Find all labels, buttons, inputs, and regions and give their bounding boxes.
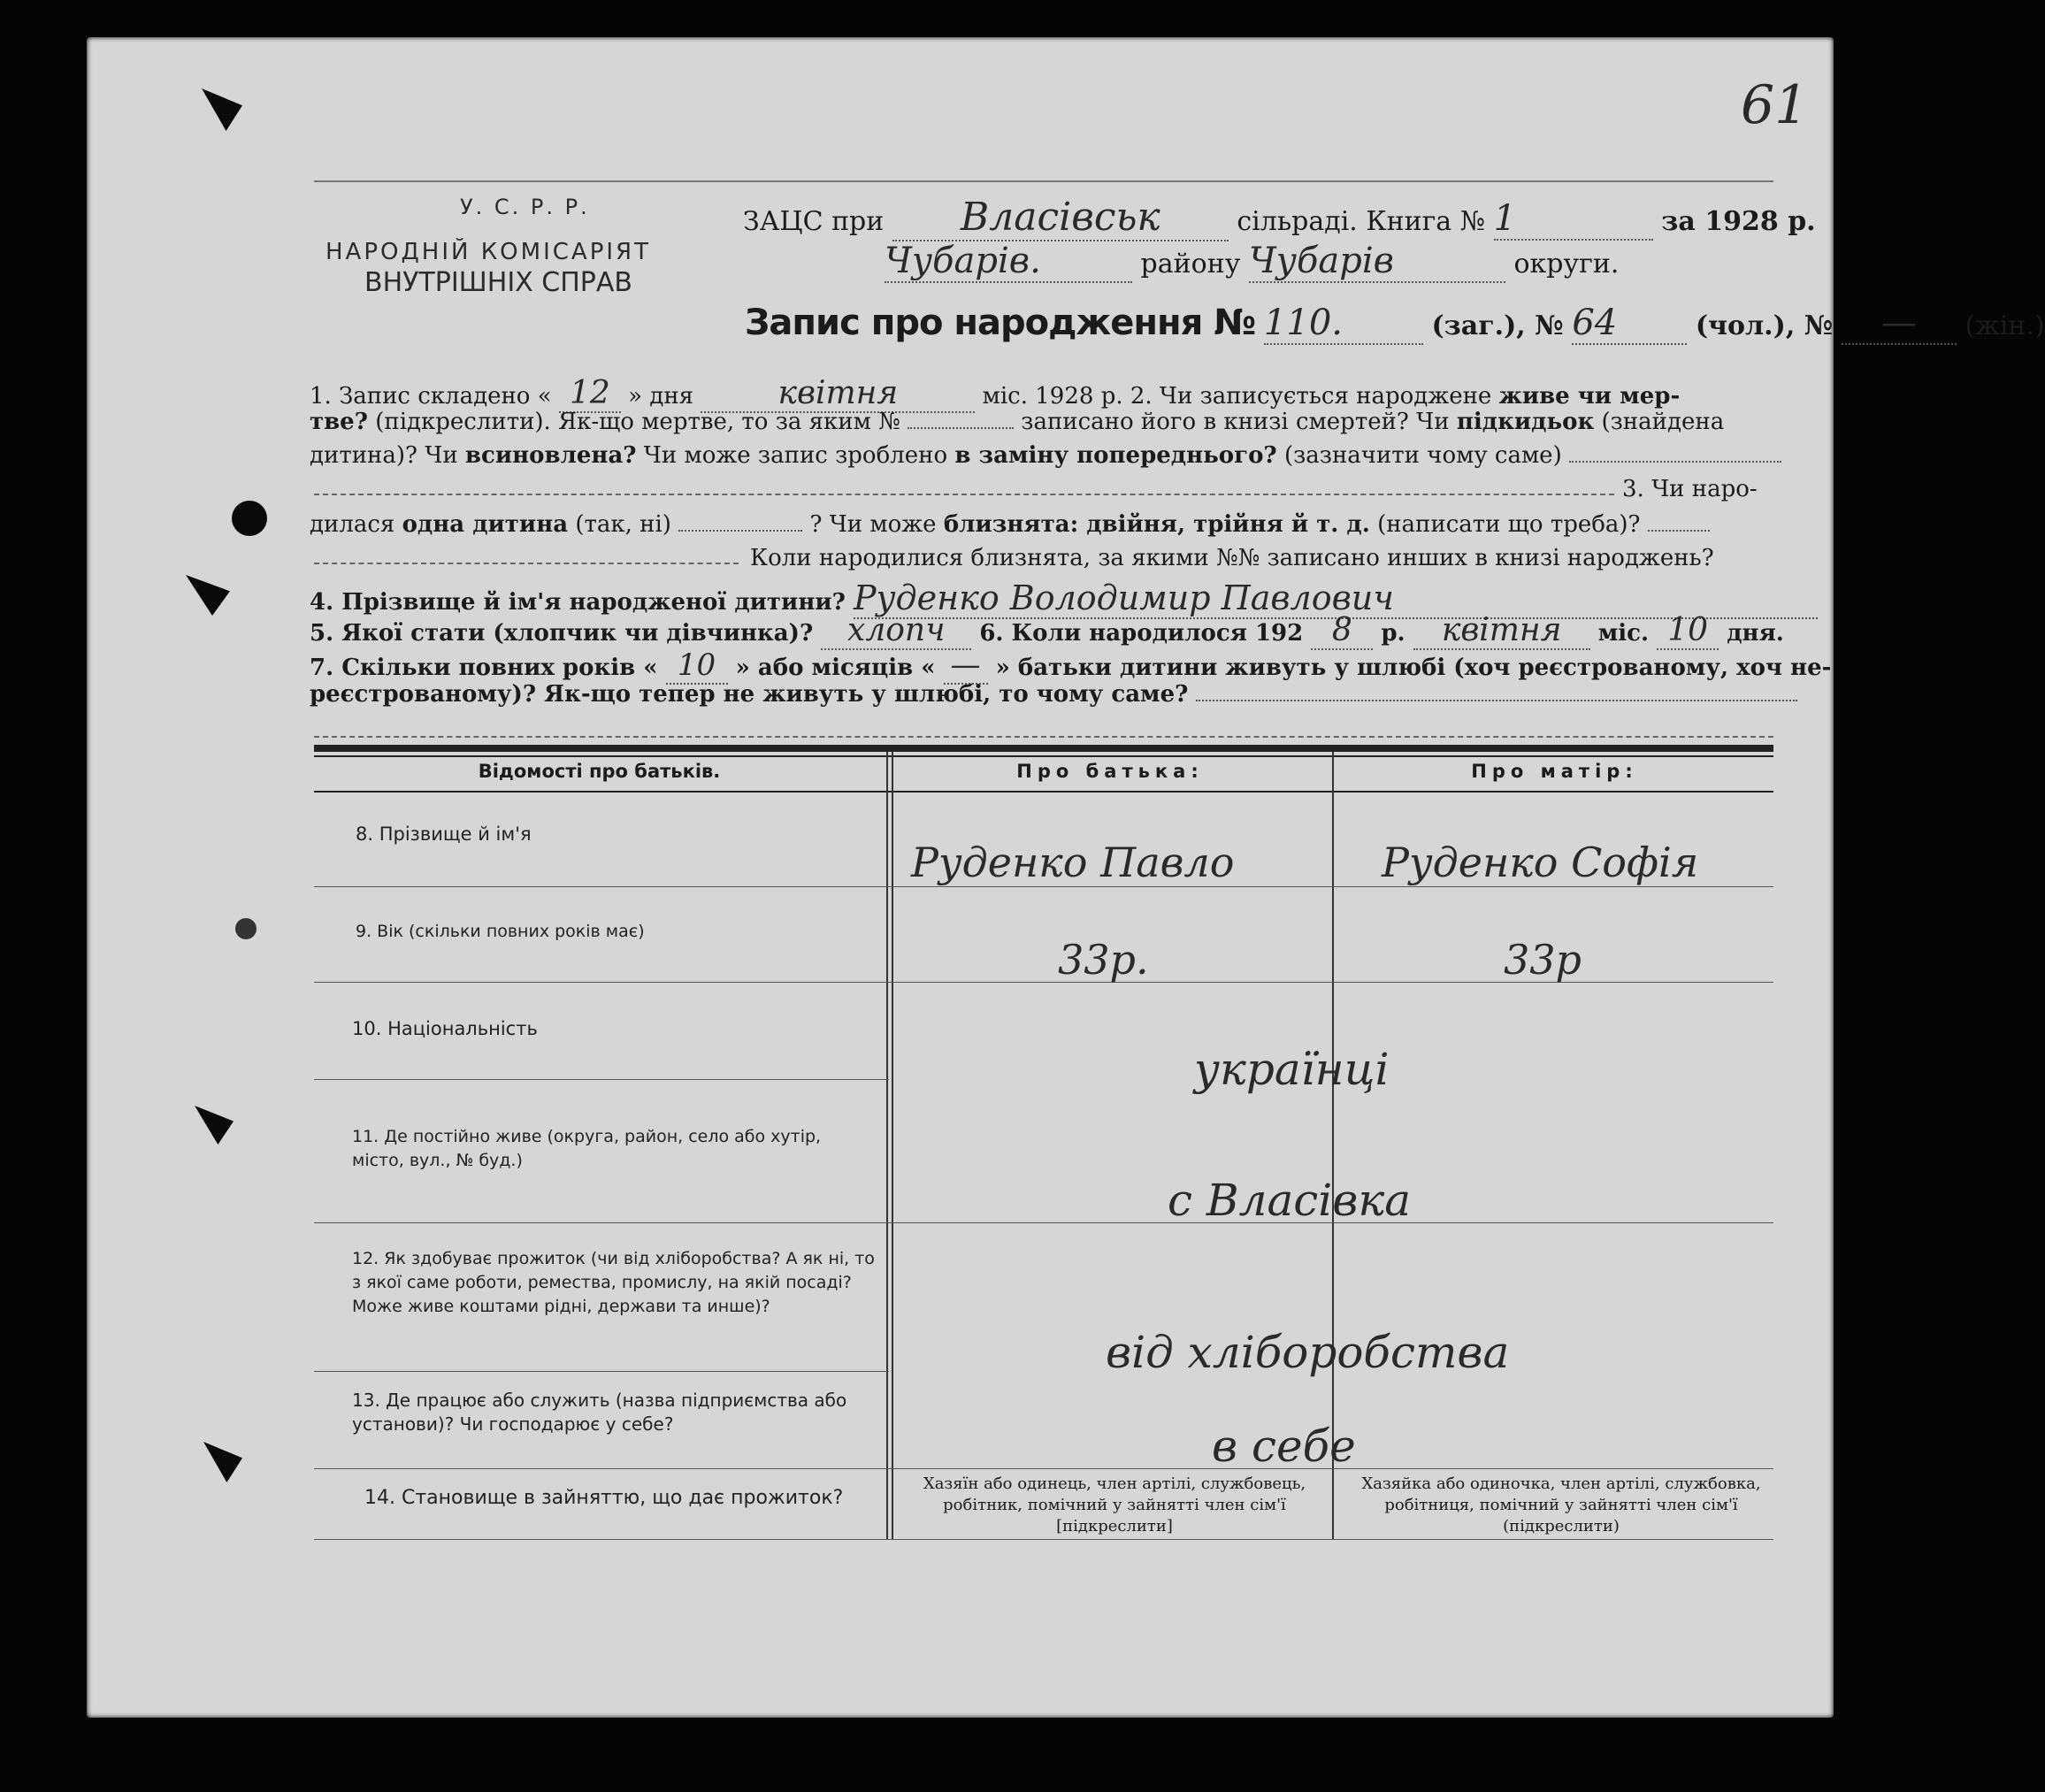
line-5-text: (написати що треба)? xyxy=(1377,511,1641,538)
header-rule xyxy=(314,791,1773,793)
mother-age: 33р xyxy=(1504,936,1582,984)
village-suffix: сільраді. Книга № xyxy=(1237,206,1486,237)
father-age: 33р. xyxy=(1058,936,1149,984)
line-7-text: 4. Прізвище й ім'я народженої дитини? xyxy=(310,589,846,616)
father-name: Руденко Павло xyxy=(911,839,1235,886)
row-label-residence: 11. Де постійно живе (округа, район, село або хутір, місто, вул., № буд.) xyxy=(352,1127,822,1170)
line-9-text: » батьки дитини живуть у шлюбі (хоч реєстрованому, хоч не- xyxy=(995,655,1832,681)
line-3-text: (зазначити чому саме) xyxy=(1283,442,1562,469)
general-label: (заг.), № xyxy=(1431,310,1564,341)
line-1-bold: живе чи мер- xyxy=(1498,383,1681,410)
line-3-text: Чи може запис зроблено xyxy=(643,442,948,469)
col-divider xyxy=(886,752,888,1539)
line-9 xyxy=(310,647,1831,685)
row-divider xyxy=(314,1222,1773,1223)
line-2-bold: підкидьок xyxy=(1456,409,1595,435)
reason-field xyxy=(1569,461,1781,463)
row-divider xyxy=(314,1079,889,1080)
number-male: 64 xyxy=(1572,302,1687,345)
punch-hole xyxy=(232,501,267,536)
line-2-text: (підкреслити). Як-що мертве, то за яким № xyxy=(375,409,900,435)
line-5-bold: близнята: двійня, трійня й т. д. xyxy=(943,511,1370,538)
line-5 xyxy=(310,511,1710,538)
twins-field xyxy=(1648,530,1710,532)
book-number: 1 xyxy=(1494,198,1653,241)
line-1-text: » дня xyxy=(628,383,694,410)
header-commissariat: НАРОДНІЙ КОМІСАРІЯТ xyxy=(326,239,651,265)
line-4: 3. Чи наро- xyxy=(1622,476,1758,502)
line-3-text: дитина)? Чи xyxy=(310,442,458,469)
punch-hole xyxy=(235,918,257,939)
workplace-both: в себе xyxy=(1212,1421,1356,1472)
livelihood-both: від хліборобства xyxy=(1106,1327,1510,1378)
line-1 xyxy=(310,375,1680,413)
blank-line xyxy=(314,563,739,564)
line-10 xyxy=(310,681,1797,708)
okrug-name: Чубарів xyxy=(1249,241,1505,283)
line-3-bold: всиновлена? xyxy=(464,442,637,469)
line-2-text: (знайдена xyxy=(1601,409,1725,435)
line-9-text: 7. Скільки повних років « xyxy=(310,655,658,681)
line-10-text: реєстрованому)? Як-що тепер не живуть у шлюбі, то чому саме? xyxy=(310,681,1189,708)
row-label-livelihood: 12. Як здобуває прожиток (чи від хліборобства? А як ні, то з якої саме роботи, ремества, промислу, на якій посаді? Може живе коштами рідні, держави та инше)? xyxy=(352,1249,875,1316)
line-9-text: » або місяців « xyxy=(735,655,936,681)
child-name: Руденко Володимир Павлович xyxy=(854,578,1818,619)
record-day: 12 xyxy=(559,375,621,413)
line-5-text: дилася xyxy=(310,511,395,538)
blank-line xyxy=(314,494,1614,495)
birth-year-digit: 8 xyxy=(1311,612,1373,650)
line-5-text: ? Чи може xyxy=(809,511,937,538)
row-label-name: 8. Прізвище й ім'я xyxy=(356,823,532,845)
district-line xyxy=(885,241,1619,283)
district-name: Чубарів. xyxy=(885,241,1132,283)
line-5-bold: одна дитина xyxy=(402,511,569,538)
line-5-text: (так, ні) xyxy=(575,511,671,538)
column-header-father: Про батька: xyxy=(1016,761,1204,782)
single-child-field xyxy=(678,530,802,532)
marriage-months: — xyxy=(944,647,988,685)
column-header-mother: Про матір: xyxy=(1471,761,1638,782)
line-2 xyxy=(310,409,1724,435)
line-8 xyxy=(310,612,1784,650)
line-8-text: 5. Якої стати (хлопчик чи дівчинка)? xyxy=(310,620,814,647)
row-label-occupation-status: 14. Становище в зайняттю, що дає прожиток? xyxy=(364,1487,844,1509)
header-internal-affairs: ВНУТРІШНІХ СПРАВ xyxy=(364,267,632,298)
child-sex: хлопч xyxy=(821,612,971,650)
zags-line xyxy=(743,195,1816,241)
line-8-text: дня. xyxy=(1727,620,1784,647)
line-2-text: записано його в книзі смертей? Чи xyxy=(1021,409,1450,435)
okrug-word: округи. xyxy=(1513,249,1620,280)
line-2-bold: тве? xyxy=(310,409,368,435)
residence-both: с Власівка xyxy=(1168,1175,1412,1226)
village-name: Власівськ xyxy=(892,195,1229,241)
line-3-bold: в заміну попереднього? xyxy=(954,442,1277,469)
row-label-nationality: 10. Національність xyxy=(352,1018,538,1039)
line-3 xyxy=(310,442,1781,469)
male-label: (чол.), № xyxy=(1695,310,1834,341)
father-status-options: Хазяїн або одинець, член артілі, службовець, робітник, помічний у зайнятті член сім'ї [підкреслити] xyxy=(923,1474,1306,1535)
header-ussr: У. С. Р. Р. xyxy=(460,195,590,219)
line-1-text: міс. 1928 р. 2. Чи записується народжене xyxy=(982,383,1492,410)
line-8-text: 6. Коли народилося 192 xyxy=(979,620,1304,647)
row-label-workplace: 13. Де працює або служить (назва підприємства або установи)? Чи господарює у себе? xyxy=(352,1390,847,1435)
marriage-years: 10 xyxy=(666,647,728,685)
mother-status-options: Хазяйка або одиночка, член артілі, службовка, робітниця, помічний у зайнятті член сім'ї (підкреслити) xyxy=(1361,1474,1761,1535)
line-1-text: 1. Запис складено « xyxy=(310,383,552,410)
line-8-text: р. xyxy=(1381,620,1405,647)
row-divider xyxy=(314,886,1773,887)
blank-line xyxy=(314,736,1773,738)
year-text: за 1928 р. xyxy=(1661,206,1816,237)
death-record-field xyxy=(908,427,1014,429)
col-divider xyxy=(892,752,893,1539)
nationality-both: українці xyxy=(1194,1044,1390,1095)
table-top-rule xyxy=(314,745,1773,752)
title-text: Запис про народження № xyxy=(745,302,1256,343)
not-married-reason xyxy=(1196,700,1797,701)
line-8-text: міс. xyxy=(1597,620,1650,647)
row-divider xyxy=(314,1371,889,1372)
corner-number: 61 xyxy=(1741,74,1809,136)
top-rule xyxy=(314,180,1773,182)
birth-day: 10 xyxy=(1657,612,1719,650)
number-general: 110. xyxy=(1264,302,1423,345)
district-word: району xyxy=(1140,249,1241,280)
mother-name: Руденко Софія xyxy=(1382,839,1699,886)
record-month: квітня xyxy=(701,375,975,413)
line-6: Коли народилися близнята, за якими №№ записано инших в книзі народжень? xyxy=(750,545,1714,571)
row-label-age: 9. Вік (скільки повних років має) xyxy=(356,922,645,941)
row-divider xyxy=(314,1539,1773,1540)
zags-prefix: ЗАЦС при xyxy=(743,206,885,237)
row-divider xyxy=(314,1468,1773,1469)
record-title xyxy=(745,302,2045,345)
number-female: — xyxy=(1842,302,1957,345)
birth-month: квітня xyxy=(1413,612,1590,650)
column-header-parents: Відомості про батьків. xyxy=(478,761,721,782)
female-label: (жін.) xyxy=(1965,310,2045,341)
table-top-rule-thin xyxy=(314,755,1773,757)
